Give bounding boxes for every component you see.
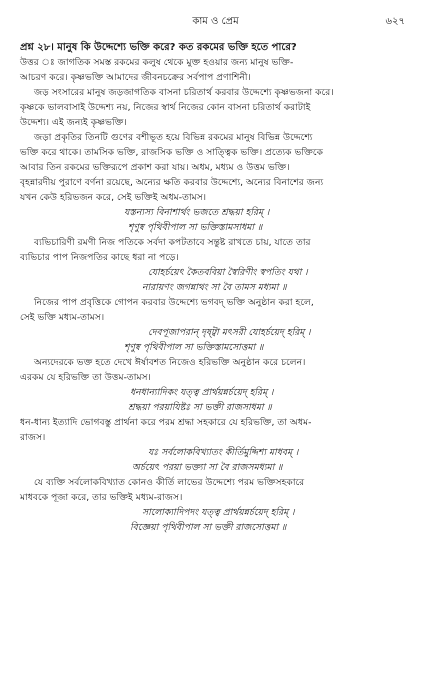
verse-line: যঃ সর্বলোকবিখ্যাতং কীর্তিমুদ্দিশ্য মাধবম্ ।	[148, 447, 299, 458]
text-line: রাজস।	[20, 432, 46, 443]
text-line: মাধবকে পূজা করে, তার ভক্তিই মধ্যম-রাজস।	[20, 492, 183, 503]
verse-line: অর্চয়েৎ পরয়া ভক্ত্যা সা বৈ রাজসমধ্যমা ॥	[132, 462, 283, 473]
verse-line: সালোক্যাদিপদং যত্ত্ব প্রার্থয়ন্নর্চয়েদ্ হরিম্ ।	[142, 507, 295, 518]
text-line: বৃহন্নারদীয় পুরাণে বর্ণনা রয়েছে, অন্যের ক্ষতি করবার উদ্দেশ্যে, অন্যের বিনাশের জন্য	[20, 177, 324, 188]
verse-line: বিজ্ঞেয়া পৃথিবীপাল সা ভক্তী রাজসোত্তমা ॥	[130, 522, 287, 533]
text-line: সেই ভক্তি মধ্যম-তামস।	[20, 312, 105, 323]
text-line: ব্যভিচার পাপ নিজপতির কাছে ধরা না পড়ে।	[20, 252, 179, 263]
running-header	[20, 14, 411, 30]
verse-line: শৃণুষ্ব পৃথিবীপাল সা ভক্তিস্তামসোত্তমা ॥	[124, 342, 264, 353]
text-line: কৃষ্ণকে ভালবাসাই উদ্দেশ্য নয়, নিজের স্বার্থ নিজের কোন বাসনা চরিতার্থ করাটাই	[20, 102, 311, 113]
verse-line: শৃণুষ্ব পৃথিবীপাল সা ভক্তিস্তামসাধমা ॥	[128, 222, 263, 233]
verse-line: দেবপূজাপরান্ দৃষ্ট্বা মৎসরী যোহর্চয়েদ্ হরিম্ ।	[148, 327, 311, 338]
text-line: ব্যভিচারিণী রমণী নিজ পতিকে সর্বদা কপটতাবে সন্তুষ্ট রাখতে চায়, যাতে তার	[34, 237, 311, 248]
text-line: আচরণ করে। কৃষ্ণভক্তি আমাদের জীবনচক্রের সর্বপাপ প্রণাশিনী।	[20, 72, 251, 83]
text-line: আবার তিন রকমের ভক্তিরূপে প্রকাশ করা যায়। অধম, মধ্যম ও উত্তম ভক্তি।	[20, 162, 290, 173]
text-line: জড়া প্রকৃতির তিনটি গুণের বশীভূত হয়ে বিভিন্ন রকমের মানুষ বিভিন্ন উদ্দেশ্যে	[34, 132, 313, 143]
text-line: যখন কেউ হরিভজন করে, সেই ভক্তিই অধম-তামস।	[20, 192, 207, 203]
text-line: অন্যদেরকে ভক্ত হতে দেখে ঈর্ষাবশত নিজেও হরিভক্তি অনুষ্ঠান করে চলেন।	[34, 357, 306, 368]
verse-line: যস্তন্যস্য বিনাশার্থং ভজতে শ্রদ্ধয়া হরিম্ ।	[124, 207, 270, 218]
text-line: ভক্তি করে থাকে। তামসিক ভক্তি, রাজসিক ভক্তি ও সাত্ত্বিক ভক্তি। প্রত্যেক ভক্তিকে	[20, 147, 324, 158]
verse-line: ধনধান্যাদিকং যত্ত্ব প্রার্থয়ন্নর্চয়েদ্ হরিম্ ।	[130, 387, 274, 398]
text-line: জড় সংসারের মানুষ জড়জাগতিক বাসনা চরিতার্থ করবার উদ্দেশ্যে কৃষ্ণভজনা করে।	[34, 87, 334, 98]
text-line: এরকম যে হরিভক্তি তা উত্তম-তামস।	[20, 372, 151, 383]
verse-line: যোহর্চয়েৎ কৈতববিয়া স্বৈরিণীং স্বপতিং যথা ।	[148, 267, 308, 278]
page-body	[20, 40, 411, 535]
chapter-title: কাম ও প্রেম	[192, 16, 239, 27]
text-line: ধন-ধান্য ইত্যাদি ভোগবস্তু প্রার্থনা করে পরম শ্রদ্ধা সহকারে যে হরিভক্তি, তা অধম-	[20, 417, 312, 428]
text-line: উত্তর ঃ জাগতিক সমস্ত রকমের কলুষ থেকে মুক্ত হওয়ার জন্য মানুষ ভক্তি-	[20, 57, 294, 68]
question-heading: প্রশ্ন ২৮। মানুষ কি উদ্দেশ্যে ভক্তি করে? কত রকমের ভক্তি হতে পারে?	[20, 42, 297, 53]
text-line: নিজের পাপ প্রবৃত্তিকে গোপন করবার উদ্দেশ্যে ভগবদ্ ভক্তি অনুষ্ঠান করা হলে,	[34, 297, 314, 308]
text-line: যে ব্যক্তি সর্বলোকবিখ্যাত কোনও কীর্তি লাভের উদ্দেশ্যে পরম ভক্তিসহকারে	[34, 477, 305, 488]
verse-line: নারায়ণং জগন্নাথং সা বৈ তামস মধ্যমা ॥	[142, 282, 287, 293]
verse-line: শ্রদ্ধয়া পরয়াযিষ্টঃ সা ভক্তী রাজসাধমা ॥	[128, 402, 272, 413]
page-number: ৬২৭	[385, 16, 405, 27]
text-line: উদ্দেশ্য। এই জন্যই কৃষ্ণভক্তি।	[20, 117, 127, 128]
